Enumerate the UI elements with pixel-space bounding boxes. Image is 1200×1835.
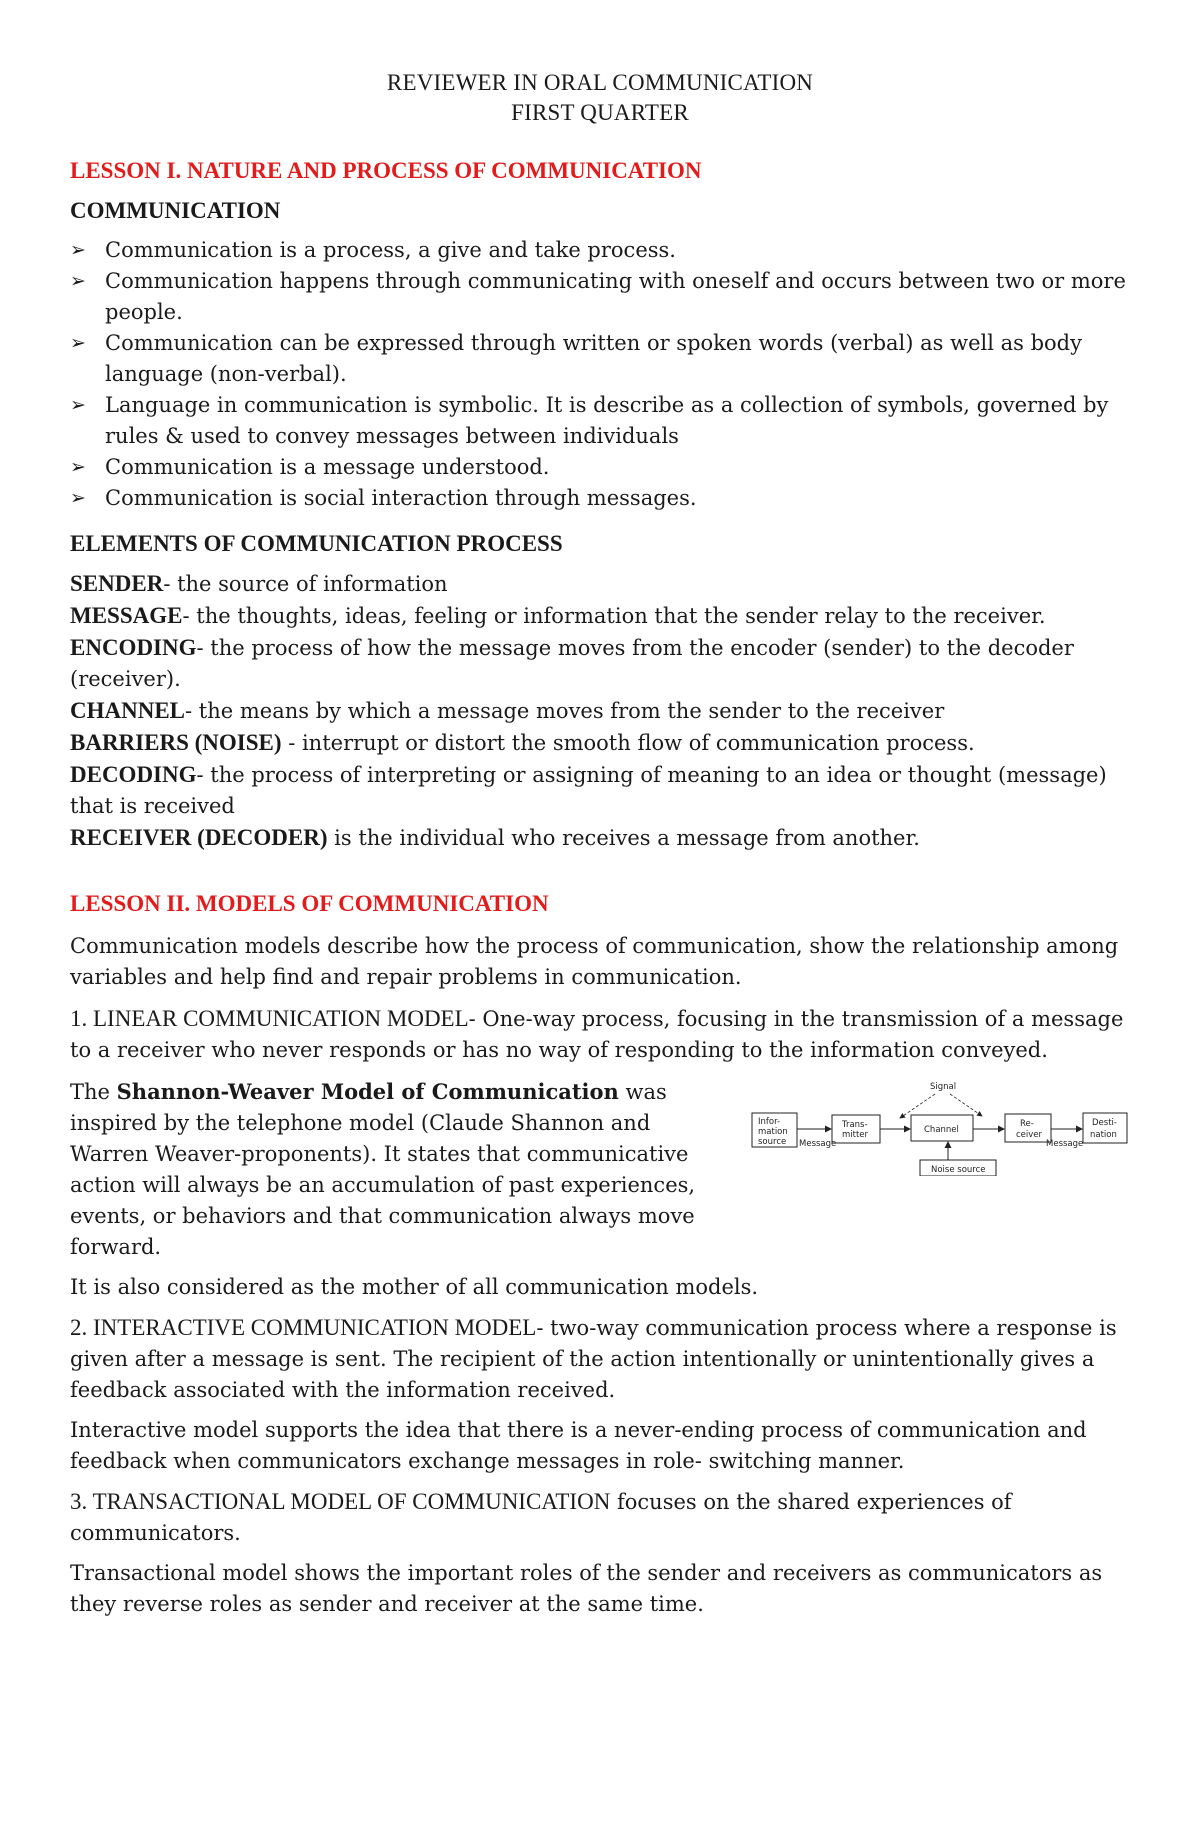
diagram-label: Desti- — [1092, 1118, 1117, 1128]
interactive-model-term: 2. INTERACTIVE COMMUNICATION MODEL — [70, 1315, 537, 1340]
transactional-model-explanation: Transactional model shows the important roles of the sender and receivers as communicators as they reverse roles as sender and receiver at the same time. — [70, 1561, 1103, 1616]
diagram-label: Noise source — [931, 1165, 986, 1175]
diagram-label: ceiver — [1016, 1130, 1043, 1140]
shannon-weaver-diagram-svg — [750, 1076, 1130, 1176]
diagram-label: Infor- — [758, 1117, 781, 1127]
diagram-label: Signal — [930, 1082, 957, 1092]
signal-dashed-arrow — [900, 1094, 935, 1118]
arrow-bullet-icon: ➢ — [70, 456, 86, 478]
lesson-1-heading: LESSON I. NATURE AND PROCESS OF COMMUNICATION — [70, 158, 702, 183]
shannon-weaver-term: Shannon-Weaver Model of Communication — [116, 1079, 619, 1104]
lesson-2-heading: LESSON II. MODELS OF COMMUNICATION — [70, 891, 549, 916]
definition-decoding: DECODING- the process of interpreting or assigning of meaning to an idea or thought (message) that is received — [70, 762, 1107, 818]
diagram-label: Message — [1046, 1139, 1084, 1149]
diagram-label: Message — [799, 1139, 837, 1149]
linear-model-paragraph: 1. LINEAR COMMUNICATION MODEL- One-way process, focusing in the transmission of a message to a receiver who never responds or has no way of responding to the information conveyed. — [70, 1006, 1124, 1062]
shannon-weaver-section — [70, 1076, 1130, 1263]
bullet-item: ➢ Language in communication is symbolic. It is describe as a collection of symbols, governed by rules & used to convey messages between individuals — [70, 390, 1130, 452]
arrow-bullet-icon: ➢ — [70, 394, 86, 416]
shannon-weaver-paragraph: The Shannon-Weaver Model of Communication was inspired by the telephone model (Claude Shannon and Warren Weaver-proponents). It states that communicative action will always be an accumulation of past experiences, events, or behaviors and that communication always move forward. — [70, 1079, 696, 1259]
definition-sender: SENDER- the source of information — [70, 571, 448, 596]
interactive-model-paragraph: 2. INTERACTIVE COMMUNICATION MODEL- two-way communication process where a response is given after a message is sent. The recipient of the action intentionally or unintentionally gives a feedback associated with the information received. — [70, 1315, 1117, 1402]
linear-model-term: 1. LINEAR COMMUNICATION MODEL — [70, 1006, 469, 1031]
diagram-label: Channel — [924, 1125, 959, 1135]
document-title — [70, 68, 1130, 128]
bullet-item: ➢ Communication is a message understood. — [70, 452, 1130, 483]
title-line-1: REVIEWER IN ORAL COMMUNICATION — [386, 70, 814, 95]
diagram-label: nation — [1090, 1130, 1117, 1140]
elements-definitions — [70, 568, 1130, 854]
arrow-bullet-icon: ➢ — [70, 487, 86, 509]
signal-dashed-arrow — [950, 1094, 982, 1116]
diagram-label: Trans- — [842, 1120, 868, 1130]
communication-subheading: COMMUNICATION — [70, 198, 281, 223]
diagram-label: source — [758, 1137, 787, 1147]
definition-message: MESSAGE- the thoughts, ideas, feeling or information that the sender relay to the receiver. — [70, 603, 1046, 628]
bullet-item: ➢ Communication happens through communicating with oneself and occurs between two or more people. — [70, 266, 1130, 328]
arrow-bullet-icon: ➢ — [70, 270, 86, 292]
definition-receiver: RECEIVER (DECODER) is the individual who receives a message from another. — [70, 825, 920, 850]
bullet-item: ➢ Communication can be expressed through written or spoken words (verbal) as well as body language (non-verbal). — [70, 328, 1130, 390]
definition-channel: CHANNEL- the means by which a message moves from the sender to the receiver — [70, 698, 945, 723]
bullet-item: ➢ Communication is a process, a give and take process. — [70, 235, 1130, 266]
communication-bullet-list — [70, 235, 1130, 514]
models-intro: Communication models describe how the process of communication, show the relationship among variables and help find and repair problems in communication. — [70, 934, 1119, 989]
transactional-model-term: 3. TRANSACTIONAL MODEL OF COMMUNICATION — [70, 1489, 611, 1514]
diagram-label: mitter — [842, 1130, 869, 1140]
shannon-weaver-diagram — [750, 1076, 1130, 1176]
diagram-label: mation — [758, 1127, 788, 1137]
diagram-label: Re- — [1020, 1119, 1034, 1129]
title-line-2: FIRST QUARTER — [511, 100, 689, 125]
interactive-model-explanation: Interactive model supports the idea that there is a never-ending process of communication and feedback when communicators exchange messages in role- switching manner. — [70, 1418, 1087, 1473]
bullet-item: ➢ Communication is social interaction through messages. — [70, 483, 1130, 514]
mother-of-models-paragraph: It is also considered as the mother of all communication models. — [70, 1275, 759, 1299]
transactional-model-paragraph: 3. TRANSACTIONAL MODEL OF COMMUNICATION focuses on the shared experiences of communicators. — [70, 1489, 1012, 1545]
definition-barriers: BARRIERS (NOISE) - interrupt or distort the smooth flow of communication process. — [70, 730, 975, 755]
arrow-bullet-icon: ➢ — [70, 332, 86, 354]
elements-heading: ELEMENTS OF COMMUNICATION PROCESS — [70, 531, 563, 556]
arrow-bullet-icon: ➢ — [70, 239, 86, 261]
definition-encoding: ENCODING- the process of how the message moves from the encoder (sender) to the decoder (receiver). — [70, 635, 1074, 691]
